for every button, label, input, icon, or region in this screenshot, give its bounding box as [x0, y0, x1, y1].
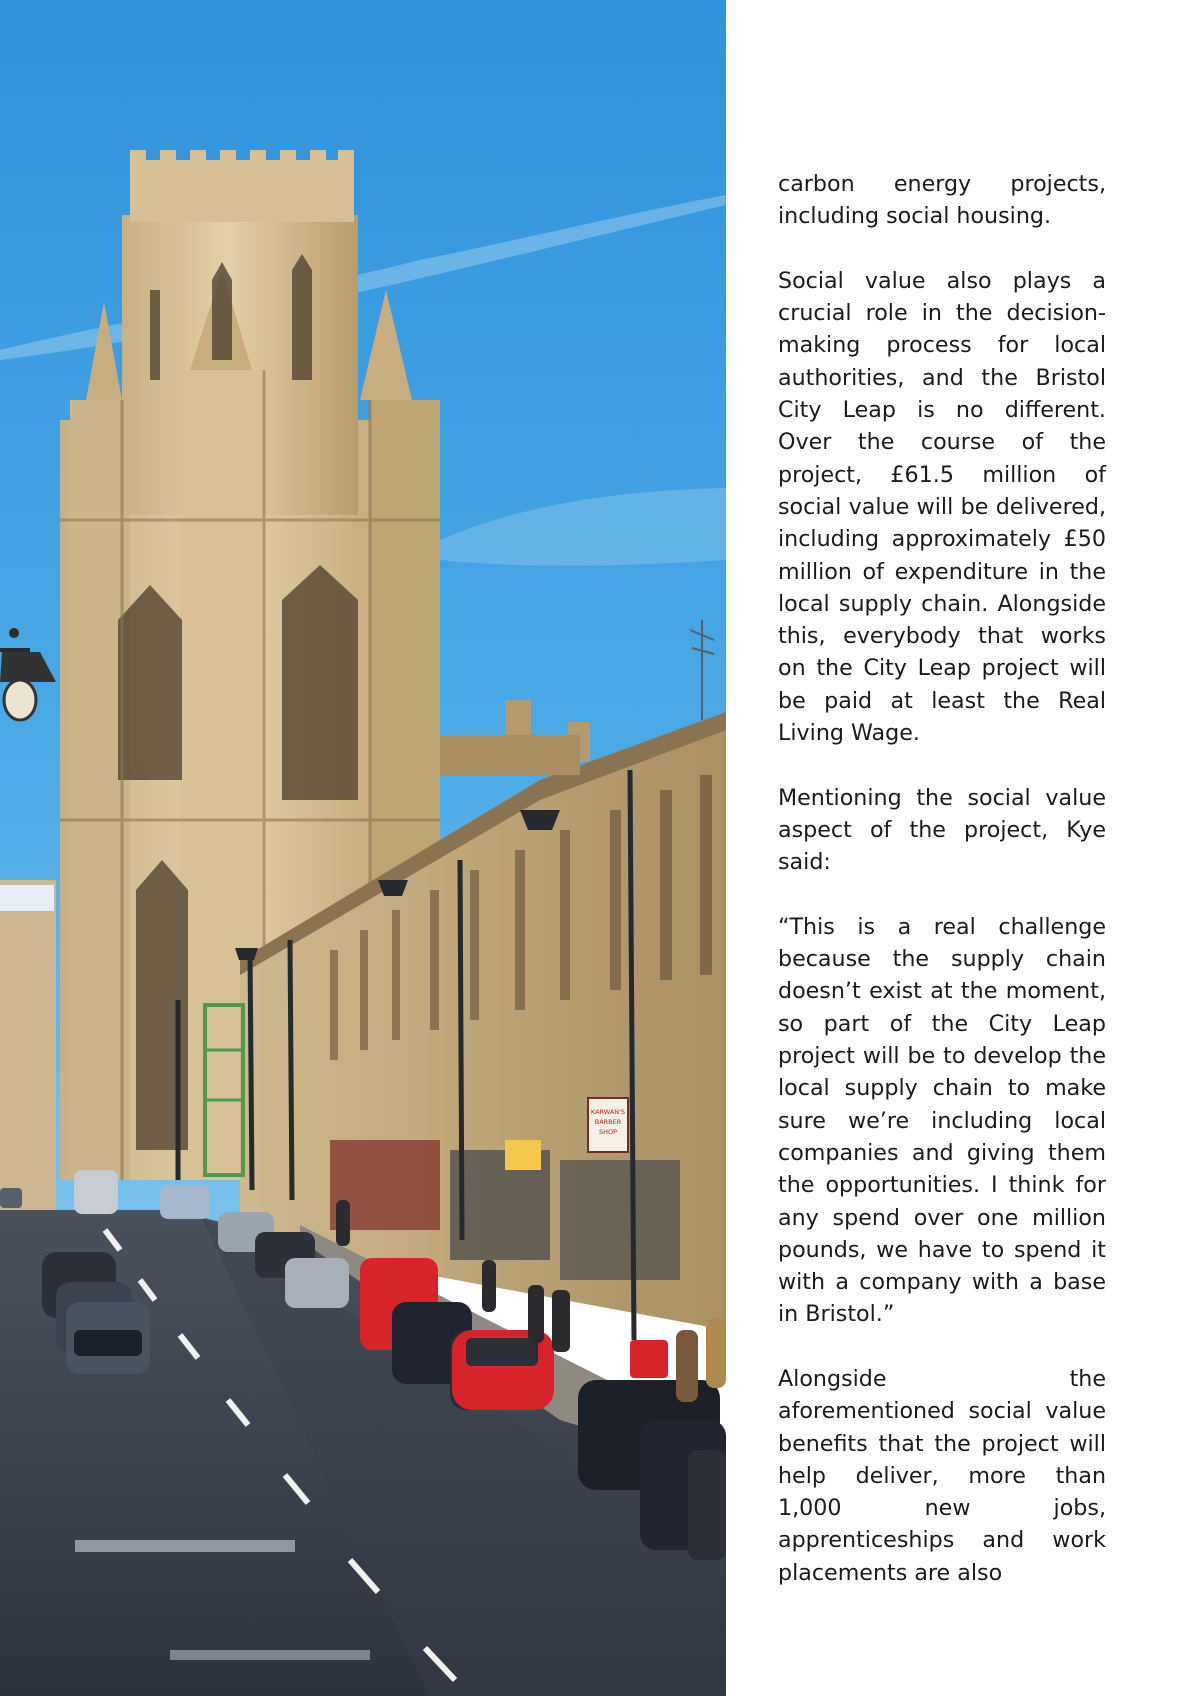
paragraph-social-value: Social value also plays a crucial role in the decision-making process for local authorities, and the Bristol City Leap is no different. Over the course of the project, £61.5 million of social value will be delivered, including approximately £50 million of expenditure in the local supply chain. Alongside this, everybody that works on the City Leap project will be paid at least the Real Living Wage. — [778, 267, 1106, 747]
paragraph-jobs: Alongside the aforementioned social value benefits that the project will help deliver, more than 1,000 new jobs, apprenticeships and work placements are also — [778, 1365, 1106, 1586]
paragraph-quote: “This is a real challenge because the supply chain doesn’t exist at the moment, so part of the City Leap project will be to develop the local supply chain to make sure we’re including local companies and giving them the opportunities. I think for any spend over one million pounds, we have to spend it with a company with a base in Bristol.” — [778, 913, 1106, 1328]
paragraph-intro-continuation: carbon energy projects, including social housing. — [778, 171, 1106, 230]
svg-text:SHOP: SHOP — [598, 1128, 618, 1136]
svg-text:BARBER: BARBER — [594, 1118, 622, 1126]
article-text-column — [778, 168, 1106, 1589]
paragraph-kye-intro: Mentioning the social value aspect of the project, Kye said: — [778, 784, 1106, 876]
svg-text:KARWAN'S: KARWAN'S — [590, 1108, 626, 1116]
left-building — [0, 880, 56, 1210]
